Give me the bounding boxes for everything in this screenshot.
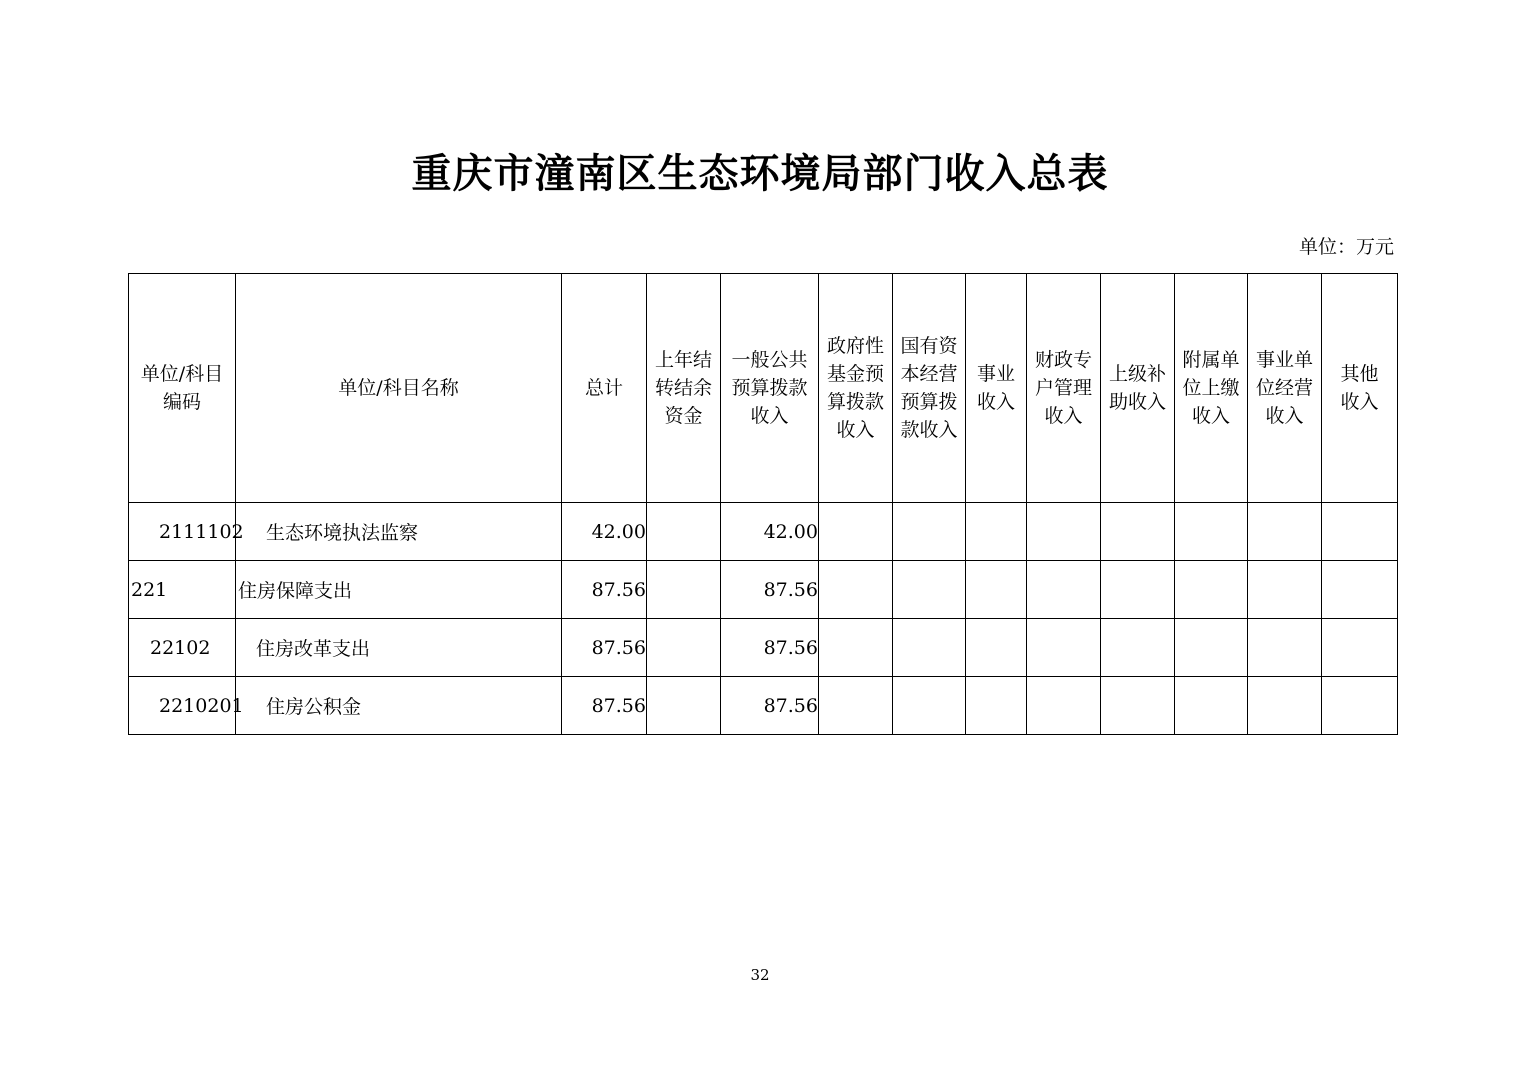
subject-name-cell: 生态环境执法监察 bbox=[236, 503, 562, 561]
column-header-line: 事业单 bbox=[1255, 349, 1313, 371]
column-header-line: 收入 bbox=[1340, 391, 1379, 413]
carryover-cell bbox=[647, 677, 721, 735]
subject-code-cell: 2210201 bbox=[129, 677, 236, 735]
subject-code-cell: 22102 bbox=[129, 619, 236, 677]
table-body bbox=[129, 503, 1398, 735]
table-row bbox=[129, 503, 1398, 561]
table-row bbox=[129, 677, 1398, 735]
column-header-line: 收入 bbox=[836, 419, 875, 441]
empty-cell bbox=[1248, 619, 1322, 677]
empty-cell bbox=[1101, 619, 1175, 677]
empty-cell bbox=[966, 677, 1027, 735]
empty-cell bbox=[1027, 677, 1101, 735]
subject-name-cell: 住房改革支出 bbox=[236, 619, 562, 677]
column-header-line: 收入 bbox=[750, 405, 789, 427]
total-cell: 87.56 bbox=[562, 619, 647, 677]
column-header-line: 国有资 bbox=[900, 335, 958, 357]
empty-cell bbox=[1248, 503, 1322, 561]
empty-cell bbox=[1101, 503, 1175, 561]
empty-cell bbox=[1322, 677, 1398, 735]
empty-cell bbox=[1175, 677, 1248, 735]
column-header-line: 预算拨款 bbox=[731, 377, 808, 399]
column-header-line: 编码 bbox=[162, 391, 201, 413]
general-budget-cell: 87.56 bbox=[721, 619, 819, 677]
column-header bbox=[819, 274, 893, 503]
carryover-cell bbox=[647, 503, 721, 561]
page-title: 重庆市潼南区生态环境局部门收入总表 bbox=[411, 150, 1109, 197]
empty-cell bbox=[1027, 561, 1101, 619]
empty-cell bbox=[1027, 503, 1101, 561]
general-budget-cell: 42.00 bbox=[721, 503, 819, 561]
column-header bbox=[1175, 274, 1248, 503]
total-cell: 42.00 bbox=[562, 503, 647, 561]
column-header-line: 算拨款 bbox=[826, 391, 884, 413]
column-header-line: 位经营 bbox=[1255, 377, 1313, 399]
column-header bbox=[129, 274, 236, 503]
empty-cell bbox=[893, 619, 966, 677]
table-row bbox=[129, 619, 1398, 677]
empty-cell bbox=[819, 503, 893, 561]
empty-cell bbox=[1248, 677, 1322, 735]
column-header-line: 一般公共 bbox=[731, 349, 808, 371]
column-header-line: 收入 bbox=[976, 391, 1015, 413]
general-budget-cell: 87.56 bbox=[721, 561, 819, 619]
column-header-line: 户管理 bbox=[1034, 377, 1092, 399]
column-header-line: 收入 bbox=[1265, 405, 1304, 427]
table-header-row bbox=[129, 274, 1398, 503]
column-header-line: 助收入 bbox=[1108, 391, 1166, 413]
column-header-line: 预算拨 bbox=[900, 391, 958, 413]
empty-cell bbox=[966, 561, 1027, 619]
unit-label: 单位：万元 bbox=[1298, 236, 1394, 258]
subject-code-cell: 221 bbox=[129, 561, 236, 619]
empty-cell bbox=[1101, 677, 1175, 735]
empty-cell bbox=[1248, 561, 1322, 619]
empty-cell bbox=[1322, 619, 1398, 677]
empty-cell bbox=[1027, 619, 1101, 677]
column-header-line: 政府性 bbox=[826, 335, 884, 357]
column-header-line: 其他 bbox=[1340, 363, 1379, 385]
column-header-line: 总计 bbox=[584, 377, 623, 399]
column-header-line: 财政专 bbox=[1034, 349, 1092, 371]
column-header-line: 上年结 bbox=[654, 349, 712, 371]
empty-cell bbox=[1322, 561, 1398, 619]
subject-name-cell: 住房公积金 bbox=[236, 677, 562, 735]
column-header-line: 转结余 bbox=[654, 377, 712, 399]
column-header-line: 收入 bbox=[1191, 405, 1230, 427]
column-header-line: 款收入 bbox=[900, 419, 958, 441]
column-header-line: 收入 bbox=[1044, 405, 1083, 427]
column-header-line: 基金预 bbox=[826, 363, 884, 385]
column-header-line: 位上缴 bbox=[1182, 377, 1240, 399]
empty-cell bbox=[819, 677, 893, 735]
empty-cell bbox=[1322, 503, 1398, 561]
column-header-line: 事业 bbox=[976, 363, 1015, 385]
empty-cell bbox=[966, 503, 1027, 561]
empty-cell bbox=[819, 619, 893, 677]
total-cell: 87.56 bbox=[562, 677, 647, 735]
income-summary-table bbox=[128, 273, 1398, 735]
column-header-line: 资金 bbox=[664, 405, 703, 427]
column-header bbox=[1322, 274, 1398, 503]
empty-cell bbox=[893, 503, 966, 561]
subject-code-cell: 2111102 bbox=[129, 503, 236, 561]
empty-cell bbox=[1175, 503, 1248, 561]
column-header bbox=[236, 274, 562, 503]
empty-cell bbox=[966, 619, 1027, 677]
column-header-line: 上级补 bbox=[1108, 363, 1166, 385]
empty-cell bbox=[893, 561, 966, 619]
column-header-line: 本经营 bbox=[900, 363, 958, 385]
empty-cell bbox=[1175, 561, 1248, 619]
empty-cell bbox=[893, 677, 966, 735]
total-cell: 87.56 bbox=[562, 561, 647, 619]
empty-cell bbox=[819, 561, 893, 619]
carryover-cell bbox=[647, 561, 721, 619]
table-row bbox=[129, 561, 1398, 619]
subject-name-cell: 住房保障支出 bbox=[236, 561, 562, 619]
column-header-line: 单位/科目名称 bbox=[338, 377, 459, 399]
column-header-line: 单位/科目 bbox=[140, 363, 224, 385]
column-header bbox=[1248, 274, 1322, 503]
column-header bbox=[1027, 274, 1101, 503]
column-header bbox=[1101, 274, 1175, 503]
empty-cell bbox=[1175, 619, 1248, 677]
column-header-line: 附属单 bbox=[1182, 349, 1240, 371]
column-header bbox=[893, 274, 966, 503]
column-header bbox=[721, 274, 819, 503]
column-header bbox=[966, 274, 1027, 503]
column-header bbox=[562, 274, 647, 503]
general-budget-cell: 87.56 bbox=[721, 677, 819, 735]
carryover-cell bbox=[647, 619, 721, 677]
empty-cell bbox=[1101, 561, 1175, 619]
column-header bbox=[647, 274, 721, 503]
page-number: 32 bbox=[750, 966, 770, 984]
